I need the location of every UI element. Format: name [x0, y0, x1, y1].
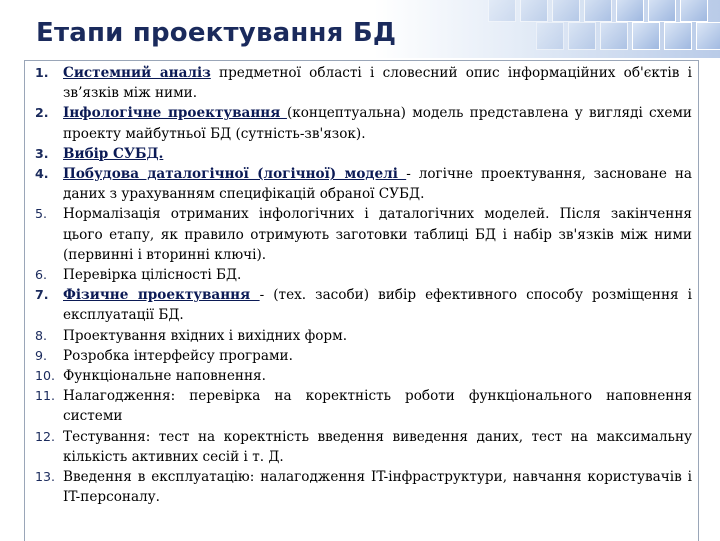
decorative-tile	[584, 0, 612, 22]
list-item	[35, 467, 692, 507]
item-number: 8.	[35, 327, 48, 343]
item-text	[63, 103, 692, 143]
item-number: 12.	[35, 428, 56, 444]
item-text	[63, 366, 692, 386]
item-number: 2.	[35, 105, 49, 121]
slide-header	[0, 0, 720, 58]
list-item	[35, 265, 692, 285]
item-number: 4.	[35, 166, 49, 182]
item-term: Вибір СУБД.	[63, 145, 164, 162]
item-text	[63, 326, 692, 346]
item-number: 9.	[35, 347, 48, 363]
item-text	[63, 285, 692, 325]
item-term: Інфологічне проектування	[63, 105, 287, 122]
item-number: 11.	[35, 388, 56, 404]
list-item	[35, 204, 692, 265]
list-item	[35, 103, 692, 143]
item-description: - логічне проектування, засноване на даних з урахуванням специфікацій обраної СУБД.	[63, 166, 692, 203]
item-description: Нормалізація отриманих інфологічних і даталогічних моделей. Після закінчення цього етапу, як правило отримують заготовки таблиці БД і набір зв'язків між ними (первинні і вторинні ключі).	[63, 206, 692, 263]
item-text	[63, 164, 692, 204]
list-item	[35, 427, 692, 467]
decorative-tile	[696, 22, 720, 50]
list-item	[35, 326, 692, 346]
item-description: Розробка інтерфейсу програми.	[63, 347, 293, 364]
decorative-tile	[632, 22, 660, 50]
item-term: Фізичне проектування	[63, 287, 260, 304]
page-title: Етапи проектування БД	[36, 18, 397, 48]
item-text	[63, 427, 692, 467]
item-number: 6.	[35, 267, 48, 283]
decorative-tile	[488, 0, 516, 22]
item-description: (концептуальна) модель представлена у вигляді схеми проекту майбутньої БД (сутність-зв'язок).	[63, 105, 692, 142]
item-text	[63, 204, 692, 265]
list-item	[35, 144, 692, 164]
decorative-tile	[648, 0, 676, 22]
item-number: 1.	[35, 65, 49, 80]
item-number: 13.	[35, 469, 56, 485]
decorative-tile	[600, 22, 628, 50]
item-text	[63, 63, 692, 103]
decorative-tile	[568, 22, 596, 50]
item-description: Налагодження: перевірка на коректність роботи функціонального наповнення системи	[63, 388, 692, 425]
decorative-tile	[552, 0, 580, 22]
list-item	[35, 63, 692, 103]
list-item	[35, 164, 692, 204]
steps-list	[25, 61, 698, 507]
item-text	[63, 386, 692, 426]
decorative-tile	[616, 0, 644, 22]
item-description: - (тех. засоби) вибір ефективного способу розміщення і експлуатації БД.	[63, 287, 693, 324]
item-text	[63, 144, 692, 164]
item-text	[63, 346, 692, 366]
item-number: 7.	[35, 287, 49, 303]
item-description: Перевірка цілісності БД.	[63, 267, 242, 284]
decorative-tile	[520, 0, 548, 22]
item-text	[63, 265, 692, 285]
decorative-tile	[536, 22, 564, 50]
item-number: 5.	[35, 206, 48, 222]
item-description: Функціональне наповнення.	[63, 368, 266, 385]
item-term: Системний аналіз	[63, 65, 211, 81]
item-description: Тестування: тест на коректність введення виведення даних, тест на максимальну кількість активних сесій і т. Д.	[63, 428, 692, 465]
item-description: предметної області і словесний опис інформаційних об'єктів і зв’язків між ними.	[63, 65, 692, 102]
item-text	[63, 467, 692, 507]
item-term: Побудова даталогічної (логічної) моделі	[63, 166, 407, 183]
list-item	[35, 366, 692, 386]
item-number: 10.	[35, 368, 56, 384]
list-item	[35, 285, 692, 325]
item-description: Введення в експлуатацію: налагодження IT-інфраструктури, навчання користувачів і IT-персоналу.	[63, 469, 692, 506]
list-item	[35, 386, 692, 426]
item-number: 3.	[35, 145, 49, 161]
list-item	[35, 346, 692, 366]
content-panel	[24, 60, 699, 541]
decorative-tile	[680, 0, 708, 22]
item-description: Проектування вхідних і вихідних форм.	[63, 327, 348, 344]
decorative-tile	[664, 22, 692, 50]
